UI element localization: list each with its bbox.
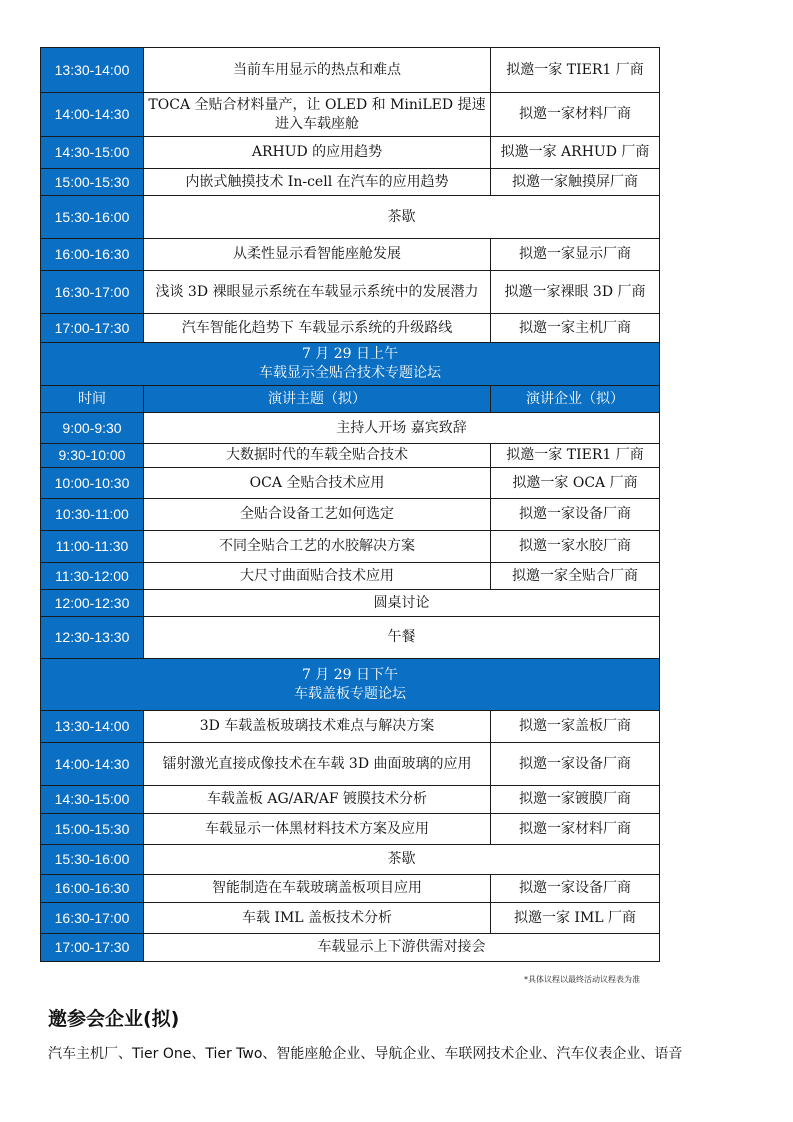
speaker-cell: 拟邀一家裸眼 3D 厂商 [491,271,660,314]
topic-cell: TOCA 全贴合材料量产，让 OLED 和 MiniLED 提速进入车载座舱 [144,93,491,137]
topic-cell: 主持人开场 嘉宾致辞 [144,413,660,444]
agenda-row [41,903,660,934]
topic-cell: 车载 IML 盖板技术分析 [144,903,491,934]
agenda-table [40,47,660,962]
agenda-row [41,93,660,137]
time-cell: 14:30-15:00 [41,137,144,169]
agenda-row [41,743,660,786]
speaker-cell: 拟邀一家主机厂商 [491,314,660,343]
speaker-cell: 拟邀一家设备厂商 [491,743,660,786]
section-date: 7 月 29 日上午 [301,346,399,362]
topic-cell: 茶歇 [144,196,660,239]
speaker-cell: 拟邀一家全贴合厂商 [491,563,660,590]
topic-cell: 当前车用显示的热点和难点 [144,48,491,93]
time-cell: 16:00-16:30 [41,239,144,271]
section-header-row [41,343,660,386]
topic-cell: 全贴合设备工艺如何选定 [144,499,491,531]
topic-cell: 3D 车载盖板玻璃技术难点与解决方案 [144,711,491,743]
section-forum-name: 车载显示全贴合技术专题论坛 [259,365,441,381]
agenda-row [41,617,660,659]
time-cell: 10:30-11:00 [41,499,144,531]
column-header-topic: 演讲主题（拟） [144,386,491,413]
time-cell: 17:00-17:30 [41,934,144,962]
topic-cell: 汽车智能化趋势下 车载显示系统的升级路线 [144,314,491,343]
footnote: *具体议程以最终活动议程表为准 [524,975,640,984]
time-cell: 12:30-13:30 [41,617,144,659]
topic-cell: 浅谈 3D 裸眼显示系统在车载显示系统中的发展潜力 [144,271,491,314]
agenda-row [41,563,660,590]
agenda-row [41,48,660,93]
agenda-row [41,531,660,563]
agenda-row [41,271,660,314]
time-cell: 14:00-14:30 [41,743,144,786]
agenda-row [41,499,660,531]
topic-cell: 车载盖板 AG/AR/AF 镀膜技术分析 [144,786,491,814]
time-cell: 10:00-10:30 [41,468,144,499]
speaker-cell: 拟邀一家镀膜厂商 [491,786,660,814]
topic-cell: 车载显示一体黑材料技术方案及应用 [144,814,491,845]
topic-cell: OCA 全贴合技术应用 [144,468,491,499]
agenda-row [41,196,660,239]
time-cell: 13:30-14:00 [41,711,144,743]
agenda-row [41,444,660,468]
time-cell: 11:30-12:00 [41,563,144,590]
agenda-row [41,169,660,196]
agenda-row [41,413,660,444]
topic-cell: 大数据时代的车载全贴合技术 [144,444,491,468]
time-cell: 15:30-16:00 [41,845,144,875]
invite-title: 邀参会企业(拟) [48,1008,180,1030]
column-header-time: 时间 [41,386,144,413]
agenda-row [41,239,660,271]
speaker-cell: 拟邀一家设备厂商 [491,875,660,903]
speaker-cell: 拟邀一家 TIER1 厂商 [491,444,660,468]
section-forum-name: 车载盖板专题论坛 [294,685,406,702]
time-cell: 15:00-15:30 [41,814,144,845]
topic-cell: 午餐 [144,617,660,659]
agenda-row [41,468,660,499]
speaker-cell: 拟邀一家 IML 厂商 [491,903,660,934]
speaker-cell: 拟邀一家水胶厂商 [491,531,660,563]
section-title [41,343,660,386]
section-header-row [41,659,660,711]
time-cell: 14:00-14:30 [41,93,144,137]
agenda-row [41,314,660,343]
time-cell: 15:30-16:00 [41,196,144,239]
column-header-row [41,386,660,413]
topic-cell: 车载显示上下游供需对接会 [144,934,660,962]
agenda-row [41,934,660,962]
section-date: 7 月 29 日下午 [301,666,399,683]
topic-cell: 从柔性显示看智能座舱发展 [144,239,491,271]
section-title [41,659,660,711]
agenda-row [41,590,660,617]
time-cell: 16:30-17:00 [41,271,144,314]
speaker-cell: 拟邀一家材料厂商 [491,814,660,845]
topic-cell: 茶歇 [144,845,660,875]
column-header-speaker: 演讲企业（拟） [491,386,660,413]
topic-cell: 大尺寸曲面贴合技术应用 [144,563,491,590]
speaker-cell: 拟邀一家盖板厂商 [491,711,660,743]
speaker-cell: 拟邀一家显示厂商 [491,239,660,271]
topic-cell: 镭射激光直接成像技术在车载 3D 曲面玻璃的应用 [144,743,491,786]
topic-cell: 圆桌讨论 [144,590,660,617]
time-cell: 9:00-9:30 [41,413,144,444]
agenda-row [41,786,660,814]
topic-cell: 内嵌式触摸技术 In-cell 在汽车的应用趋势 [144,169,491,196]
agenda-row [41,814,660,845]
time-cell: 9:30-10:00 [41,444,144,468]
agenda-row [41,137,660,169]
time-cell: 17:00-17:30 [41,314,144,343]
invite-body: 汽车主机厂、Tier One、Tier Two、智能座舱企业、导航企业、车联网技术企业、汽车仪表企业、语音 [48,1046,683,1062]
time-cell: 13:30-14:00 [41,48,144,93]
speaker-cell: 拟邀一家材料厂商 [491,93,660,137]
speaker-cell: 拟邀一家触摸屏厂商 [491,169,660,196]
agenda-row [41,711,660,743]
speaker-cell: 拟邀一家 TIER1 厂商 [491,48,660,93]
agenda-row [41,845,660,875]
agenda-row [41,875,660,903]
time-cell: 16:30-17:00 [41,903,144,934]
speaker-cell: 拟邀一家 OCA 厂商 [491,468,660,499]
time-cell: 14:30-15:00 [41,786,144,814]
time-cell: 15:00-15:30 [41,169,144,196]
time-cell: 12:00-12:30 [41,590,144,617]
topic-cell: 不同全贴合工艺的水胶解决方案 [144,531,491,563]
topic-cell: 智能制造在车载玻璃盖板项目应用 [144,875,491,903]
speaker-cell: 拟邀一家设备厂商 [491,499,660,531]
time-cell: 16:00-16:30 [41,875,144,903]
time-cell: 11:00-11:30 [41,531,144,563]
topic-cell: ARHUD 的应用趋势 [144,137,491,169]
speaker-cell: 拟邀一家 ARHUD 厂商 [491,137,660,169]
